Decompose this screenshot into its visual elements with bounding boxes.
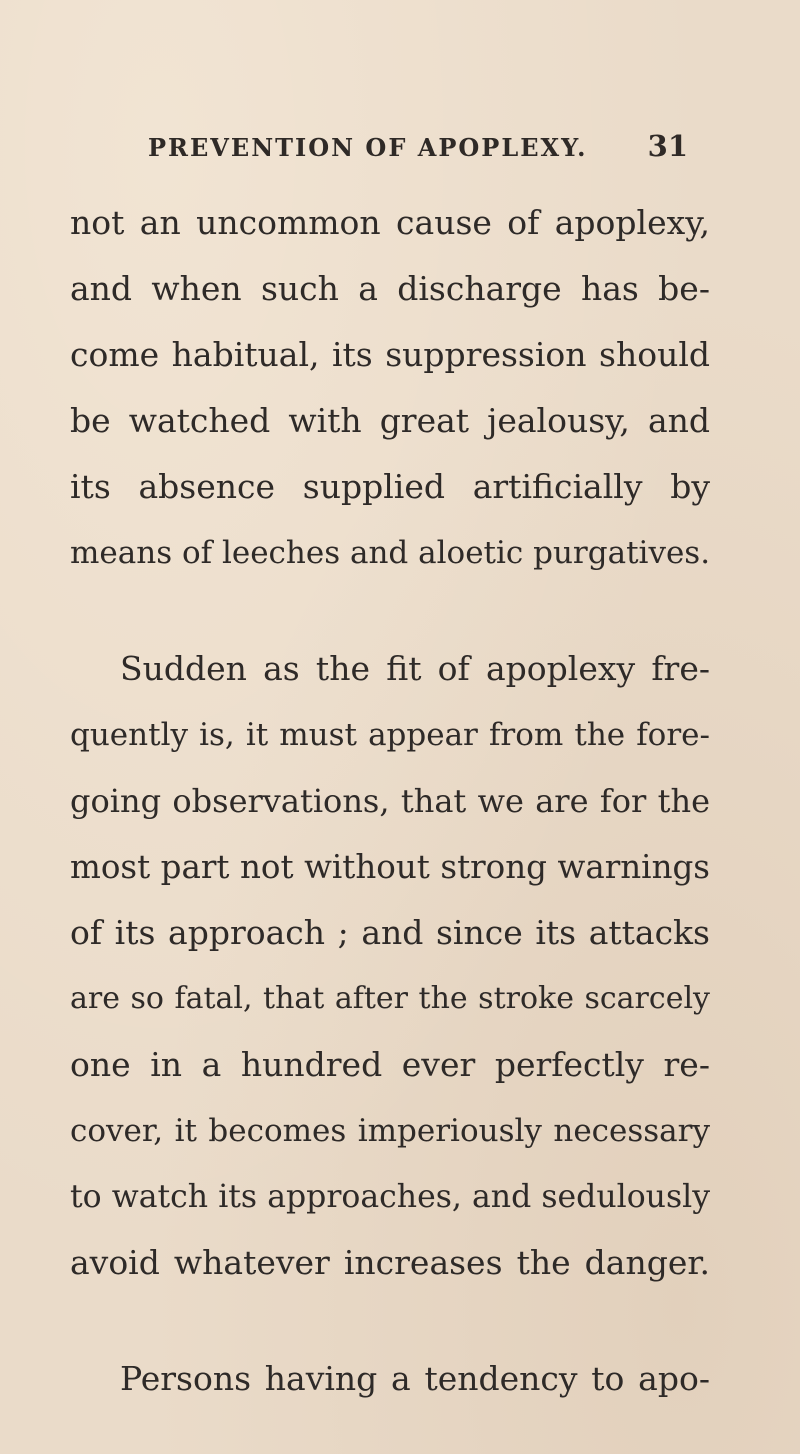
text-line: going observations, that we are for the (70, 782, 710, 820)
text-line: avoid whatever increases the danger. (70, 1243, 710, 1282)
text-line: means of leeches and aloetic purgatives. (70, 535, 711, 571)
text-line: one in a hundred ever perfectly re- (70, 1045, 710, 1084)
body-text (70, 190, 710, 1412)
running-head (148, 129, 688, 173)
text-line: and when such a discharge has be- (70, 269, 710, 308)
paragraph-1 (70, 190, 710, 586)
text-line: not an uncommon cause of apoplexy, (70, 203, 710, 242)
text-line: be watched with great jealousy, and (70, 401, 710, 440)
text-line: quently is, it must appear from the fore- (70, 717, 710, 753)
page-number: 31 (647, 129, 688, 163)
text-line: cover, it becomes imperiously necessary (70, 1113, 710, 1149)
running-title: PREVENTION OF APOPLEXY. (148, 133, 588, 162)
text-line: Sudden as the fit of apoplexy fre- (120, 649, 710, 688)
text-line: most part not without strong warnings (70, 848, 710, 886)
paragraph-3 (70, 1346, 710, 1412)
text-line: to watch its approaches, and sedulously (70, 1179, 710, 1215)
text-line: come habitual, its suppression should (70, 335, 710, 374)
text-line: Persons having a tendency to apo- (120, 1359, 710, 1398)
paragraph-2 (70, 636, 710, 1296)
paragraph-spacer (70, 1296, 710, 1346)
text-line: of its approach ; and since its attacks (70, 913, 710, 952)
text-line: are so fatal, that after the stroke scarcely (70, 981, 710, 1016)
text-line: its absence supplied artificially by (70, 467, 710, 506)
paragraph-spacer (70, 586, 710, 636)
